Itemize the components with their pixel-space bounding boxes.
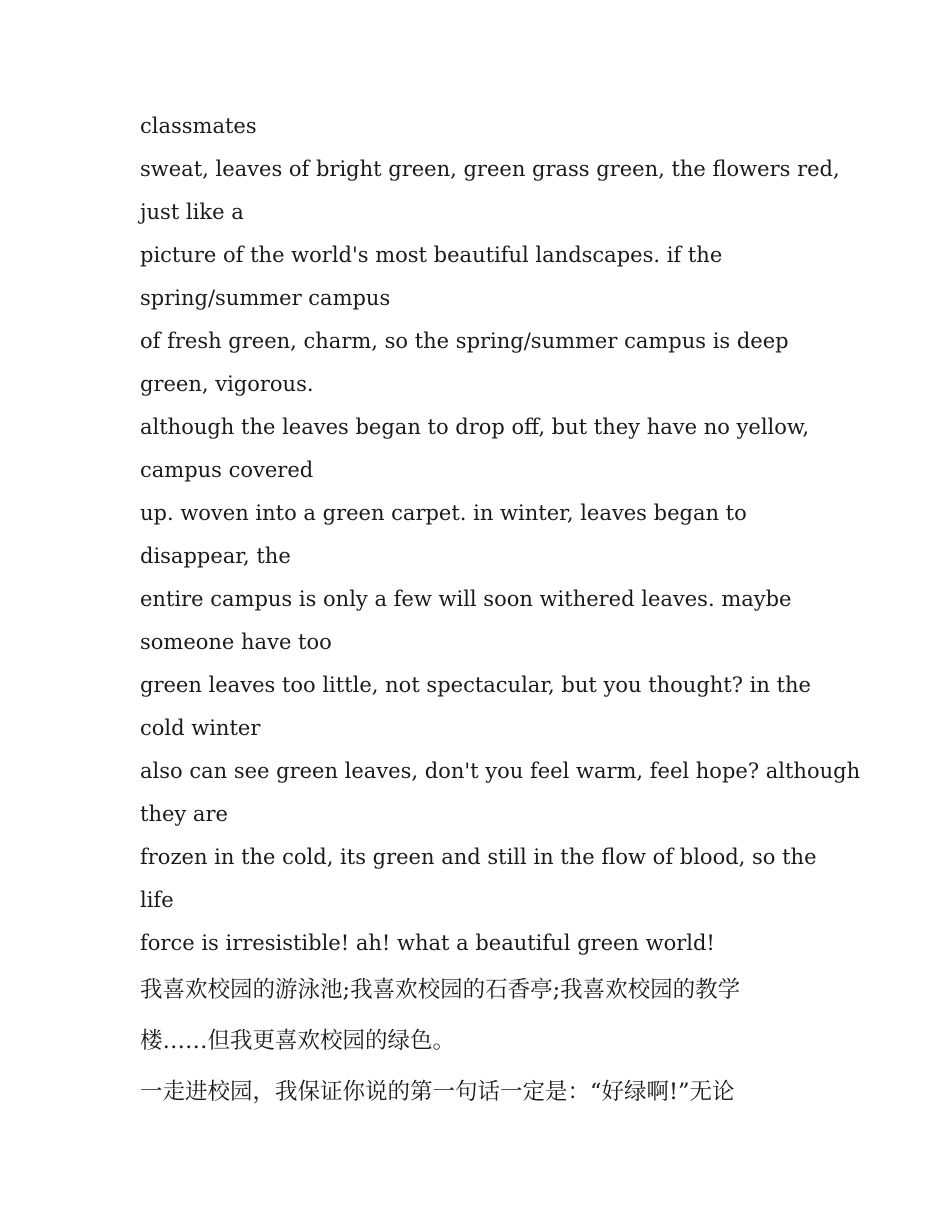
text-line: also can see green leaves, don't you feel warm, feel hope? although: [140, 759, 861, 783]
chinese-text-line: 我喜欢校园的游泳池;我喜欢校园的石香亭;我喜欢校园的教学: [140, 977, 741, 1003]
text-line: classmates: [140, 114, 257, 138]
chinese-text-line: 一走进校园，我保证你说的第一句话一定是：“好绿啊!”无论: [140, 1079, 735, 1105]
text-line: although the leaves began to drop off, but they have no yellow,: [140, 415, 810, 439]
text-line: of fresh green, charm, so the spring/summer campus is deep: [140, 329, 789, 353]
text-line: force is irresistible! ah! what a beautiful green world!: [140, 931, 715, 955]
document-body: [140, 105, 861, 1118]
text-line: entire campus is only a few will soon withered leaves. maybe: [140, 587, 792, 611]
text-line: cold winter: [140, 716, 261, 740]
text-line: green, vigorous.: [140, 372, 314, 396]
text-line: spring/summer campus: [140, 286, 391, 310]
text-line: campus covered: [140, 458, 314, 482]
text-line: just like a: [140, 200, 244, 224]
text-line: sweat, leaves of bright green, green grass green, the flowers red,: [140, 157, 840, 181]
text-line: frozen in the cold, its green and still in the flow of blood, so the: [140, 845, 817, 869]
text-line: someone have too: [140, 630, 332, 654]
text-line: disappear, the: [140, 544, 291, 568]
chinese-text-line: 楼……但我更喜欢校园的绿色。: [140, 1028, 456, 1054]
text-line: green leaves too little, not spectacular, but you thought? in the: [140, 673, 811, 697]
text-line: life: [140, 888, 174, 912]
text-line: they are: [140, 802, 228, 826]
text-line: up. woven into a green carpet. in winter, leaves began to: [140, 501, 747, 525]
text-line: picture of the world's most beautiful landscapes. if the: [140, 243, 723, 267]
